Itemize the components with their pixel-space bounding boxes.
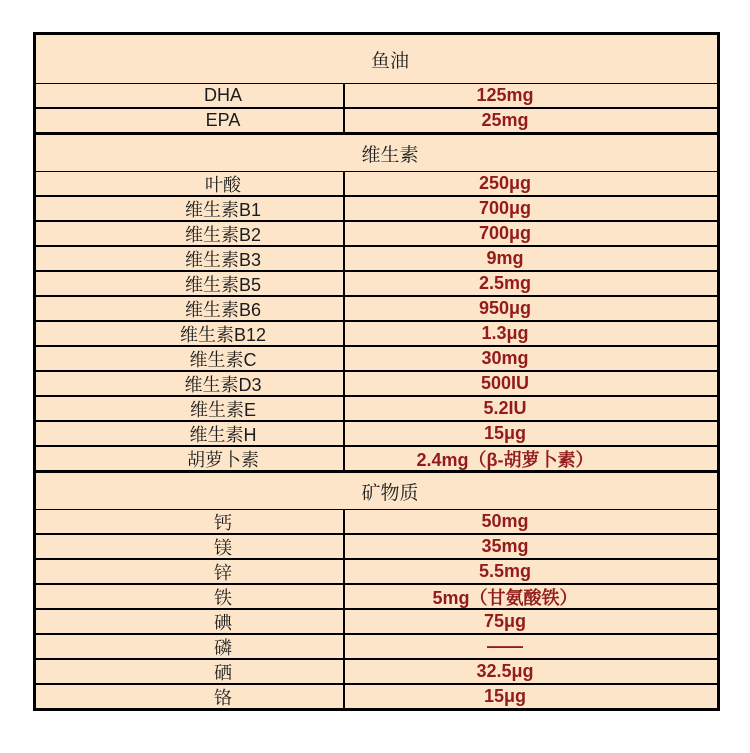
table-row bbox=[36, 685, 717, 708]
table-row bbox=[36, 297, 717, 322]
nutrient-label: 维生素B6 bbox=[36, 297, 345, 320]
nutrient-label: 磷 bbox=[36, 635, 345, 658]
table-row bbox=[36, 372, 717, 397]
nutrition-facts-table bbox=[33, 32, 720, 711]
table-row bbox=[36, 585, 717, 610]
nutrient-label: 胡萝卜素 bbox=[36, 447, 345, 470]
nutrient-value: 35mg bbox=[481, 536, 529, 556]
section-header-row bbox=[36, 35, 717, 84]
table-row bbox=[36, 109, 717, 135]
nutrient-label: 叶酸 bbox=[36, 172, 345, 195]
table-row bbox=[36, 172, 717, 197]
nutrient-value: 700μg bbox=[478, 198, 532, 218]
nutrient-label: 维生素C bbox=[36, 347, 345, 370]
table-row bbox=[36, 197, 717, 222]
nutrient-label: 维生素D3 bbox=[36, 372, 345, 395]
nutrient-value: 2.4mg（β-胡萝卜素） bbox=[416, 449, 594, 470]
nutrient-label: DHA bbox=[36, 84, 345, 107]
nutrient-value: 75μg bbox=[483, 611, 527, 631]
table-row bbox=[36, 560, 717, 585]
nutrient-value: 30mg bbox=[481, 348, 529, 368]
nutrient-value: 5.2IU bbox=[483, 398, 527, 418]
table-row bbox=[36, 535, 717, 560]
section-header-row bbox=[36, 135, 717, 172]
table-row bbox=[36, 660, 717, 685]
section-title: 矿物质 bbox=[361, 482, 419, 504]
nutrient-value: —— bbox=[487, 636, 523, 656]
nutrient-value: 25mg bbox=[481, 110, 529, 130]
nutrient-value: 9mg bbox=[486, 248, 524, 268]
nutrient-label: 维生素H bbox=[36, 422, 345, 445]
nutrient-label: 铬 bbox=[36, 685, 345, 708]
nutrient-label: 碘 bbox=[36, 610, 345, 633]
nutrient-label: 铁 bbox=[36, 585, 345, 608]
nutrient-label: 锌 bbox=[36, 560, 345, 583]
nutrient-value: 700μg bbox=[478, 223, 532, 243]
nutrient-label: 硒 bbox=[36, 660, 345, 683]
table-row bbox=[36, 222, 717, 247]
nutrient-value: 5.5mg bbox=[478, 561, 532, 581]
nutrient-value: 250μg bbox=[478, 173, 532, 193]
nutrient-label: 镁 bbox=[36, 535, 345, 558]
nutrient-label: 维生素B1 bbox=[36, 197, 345, 220]
nutrient-value: 125mg bbox=[476, 85, 534, 105]
nutrient-value: 950μg bbox=[478, 298, 532, 318]
nutrient-value: 50mg bbox=[481, 511, 529, 531]
nutrient-label: EPA bbox=[36, 109, 345, 132]
nutrient-label: 维生素E bbox=[36, 397, 345, 420]
table-row bbox=[36, 347, 717, 372]
table-row bbox=[36, 447, 717, 473]
section-title: 维生素 bbox=[361, 144, 419, 166]
nutrient-label: 维生素B2 bbox=[36, 222, 345, 245]
table-row bbox=[36, 422, 717, 447]
nutrient-label: 维生素B5 bbox=[36, 272, 345, 295]
table-row bbox=[36, 322, 717, 347]
section-header-row bbox=[36, 473, 717, 510]
table-row bbox=[36, 510, 717, 535]
nutrient-value: 500IU bbox=[480, 373, 530, 393]
table-row bbox=[36, 635, 717, 660]
nutrient-label: 钙 bbox=[36, 510, 345, 533]
table-row bbox=[36, 272, 717, 297]
section-title: 鱼油 bbox=[370, 50, 409, 72]
nutrient-label: 维生素B12 bbox=[36, 322, 345, 345]
table-row bbox=[36, 397, 717, 422]
nutrient-value: 5mg（甘氨酸铁） bbox=[432, 587, 578, 608]
table-row bbox=[36, 84, 717, 109]
table-row bbox=[36, 247, 717, 272]
nutrient-value: 15μg bbox=[483, 686, 527, 706]
nutrient-value: 2.5mg bbox=[478, 273, 532, 293]
table-row bbox=[36, 610, 717, 635]
nutrient-value: 32.5μg bbox=[476, 661, 534, 681]
nutrient-label: 维生素B3 bbox=[36, 247, 345, 270]
nutrient-value: 15μg bbox=[483, 423, 527, 443]
nutrient-value: 1.3μg bbox=[481, 323, 529, 343]
